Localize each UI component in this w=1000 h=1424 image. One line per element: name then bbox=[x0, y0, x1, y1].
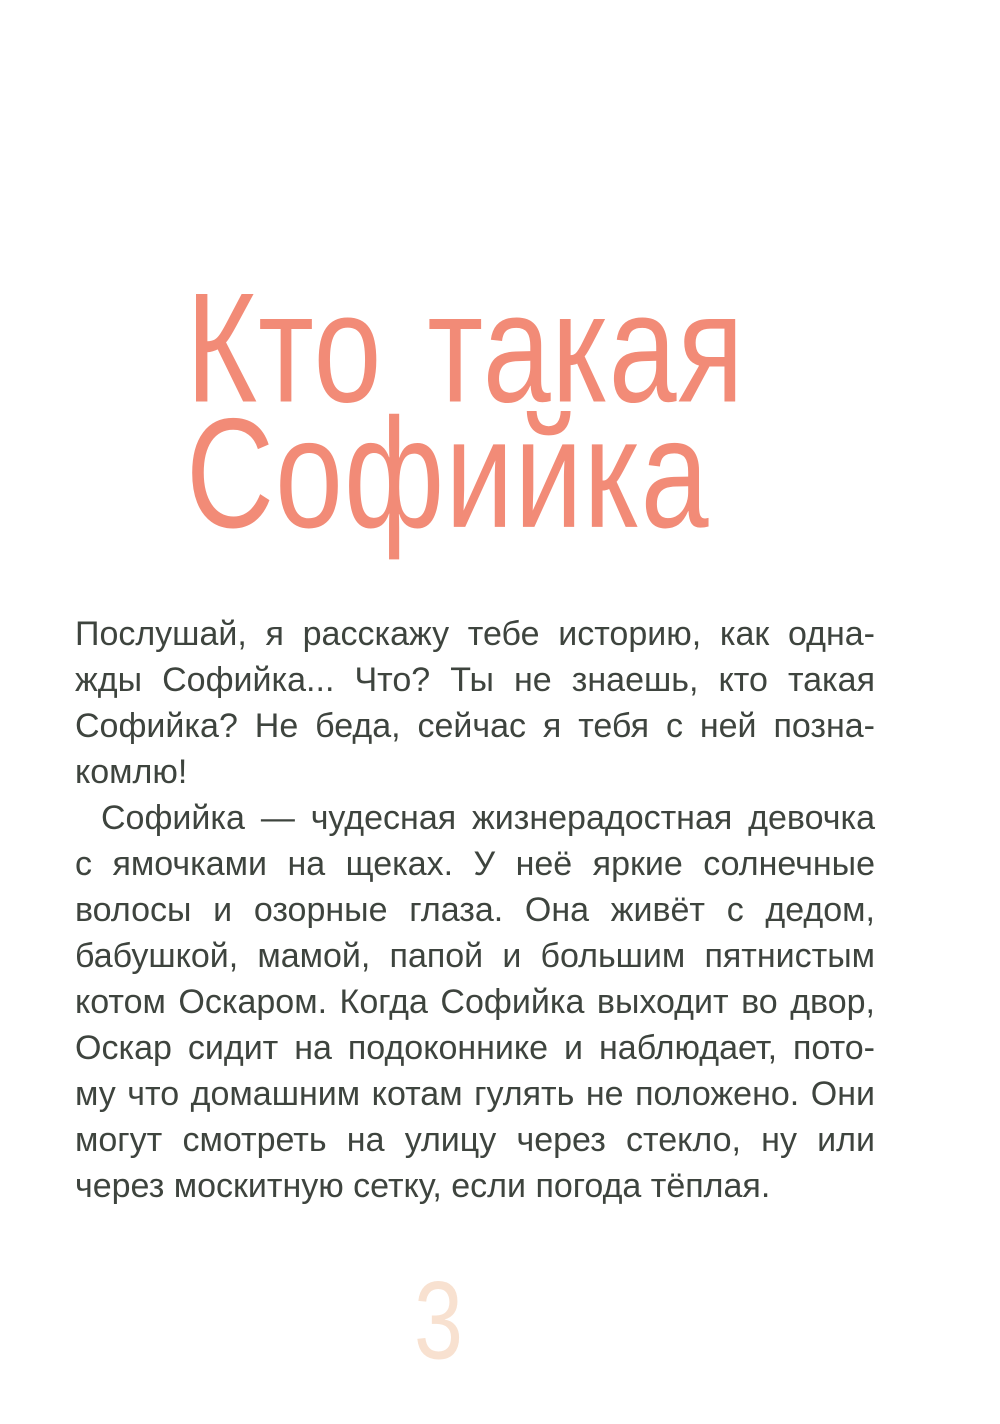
body-text-line: комлю! bbox=[75, 753, 188, 791]
chapter-title-line-1: Кто такая bbox=[186, 260, 745, 435]
body-text bbox=[75, 611, 875, 1209]
chapter-title bbox=[186, 260, 745, 561]
body-text-line: Оскар сидит на подоконнике и наблюдает, пото- bbox=[75, 1029, 875, 1067]
body-text-line: бабушкой, мамой, папой и большим пятнистым bbox=[75, 937, 875, 975]
body-text-line: Софийка — чудесная жизнерадостная девочка bbox=[101, 799, 875, 837]
chapter-title-line-2: Софийка bbox=[186, 386, 710, 561]
body-text-line: Послушай, я расскажу тебе историю, как одна- bbox=[75, 615, 875, 653]
page-number: 3 bbox=[414, 1258, 463, 1383]
body-text-line: котом Оскаром. Когда Софийка выходит во двор, bbox=[75, 983, 875, 1021]
body-text-line: му что домашним котам гулять не положено. Они bbox=[75, 1075, 875, 1113]
body-text-line: волосы и озорные глаза. Она живёт с дедом, bbox=[75, 891, 875, 929]
body-text-line: жды Софийка... Что? Ты не знаешь, кто такая bbox=[75, 661, 875, 699]
body-text-line: Софийка? Не беда, сейчас я тебя с ней позна- bbox=[75, 707, 875, 745]
body-text-line: могут смотреть на улицу через стекло, ну или bbox=[75, 1121, 875, 1159]
body-text-line: через москитную сетку, если погода тёплая. bbox=[75, 1167, 771, 1205]
body-text-line: с ямочками на щеках. У неё яркие солнечные bbox=[75, 845, 875, 883]
